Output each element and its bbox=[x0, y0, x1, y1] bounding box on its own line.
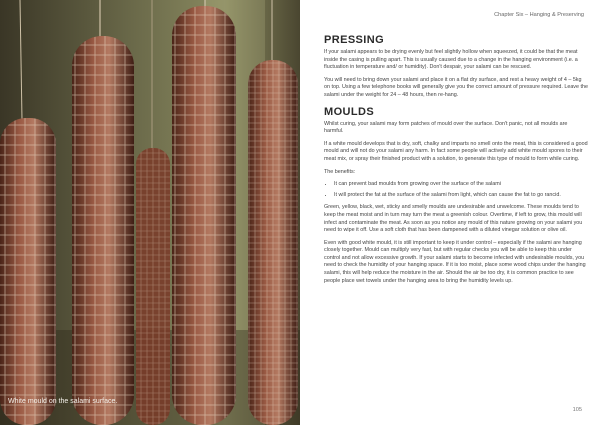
benefits-list bbox=[324, 181, 588, 199]
heading-moulds: MOULDS bbox=[324, 105, 375, 118]
pressing-paragraph-1: If your salami appears to be drying evenly but feel slightly hollow when squeezed, it could be that the meat inside the casing is pulling apart. This is usually caused due to a change in the hanging environment (i.e. a fluctuation in temperature and/ or humidity). Don't despair, your salami can be rescued. bbox=[324, 49, 578, 71]
moulds-paragraph-3: Green, yellow, black, wet, sticky and smelly moulds are undesirable and unwelcome. These moulds tend to keep the meat moist and in turn may turn the meat a greenish colour. Overtime, if left to grow, this mould will infect and contaminate the meat. As soon as you notice any mould of this nature growing on your salami you need to wipe it off. Use a soft cloth that has been dampened with a diluted vinegar solution or olive oil. bbox=[324, 204, 583, 234]
heading-pressing: PRESSING bbox=[324, 34, 385, 46]
running-head: Chapter Six – Hanging & Preserving bbox=[494, 12, 584, 18]
salami-center bbox=[172, 0, 236, 425]
moulds-paragraph-1: Whilst curing, your salami may form patches of mould over the surface. Don't panic, not all moulds are harmful. bbox=[324, 120, 568, 135]
moulds-paragraph-2: If a white mould develops that is dry, soft, chalky and imparts no smell onto the meat, this is considered a good mould and will not do your salami any harm. In fact some people will actively add white mould spores to their meat mix, or spray their finished product with a solution, to generate this type of mould to form while curing. bbox=[324, 140, 588, 162]
moulds-paragraph-4: Even with good white mould, it is still important to keep it under control – especially if the salami are hanging closely together. Mould can multiply very fast, but with regular checks you will be able to keep this under control and not allow excessive growth. If your salami starts to become infected with undesirable moulds, you need to check the humidity of your hanging space. If it is too moist, place some wood chips under the hanging salami, this will help reduce the moisture in the air. Should the air be too dry, it is common practice to see people place wet towels under the hanging area to bring the humidity levels up. bbox=[324, 239, 586, 284]
page-number: 105 bbox=[572, 407, 582, 413]
pressing-paragraph-2: You will need to bring down your salami and place it on a flat dry surface, and rest a heavy weight of 4 – 5kg on top. Using a few telephone books will generally give you the correct amount of pressure required. Leave the salami under the weight for 24 – 48 hours, then re-hang. bbox=[324, 76, 588, 98]
photo-caption: White mould on the salami surface. bbox=[8, 398, 118, 405]
benefit-item: • It can prevent bad moulds from growing over the surface of the salami bbox=[334, 181, 588, 189]
salami-center-left bbox=[72, 0, 134, 425]
text-page bbox=[300, 0, 600, 425]
benefit-item: • It will protect the fat at the surface of the salami from light, which can cause the fat to go rancid. bbox=[334, 192, 588, 200]
benefits-intro: The benefits: bbox=[324, 168, 356, 175]
